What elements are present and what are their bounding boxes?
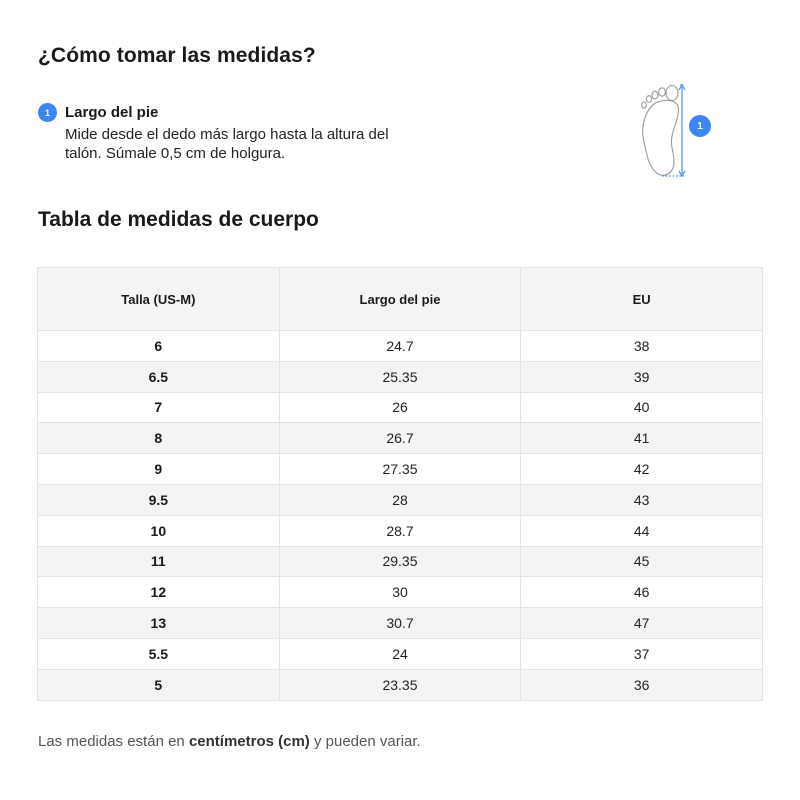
step-title: Largo del pie — [65, 104, 159, 121]
size-us-cell: 6 — [38, 331, 280, 362]
table-row — [38, 484, 763, 515]
footnote-suffix: y pueden variar. — [309, 733, 421, 750]
foot-length-cell: 23.35 — [279, 669, 521, 700]
table-row — [38, 546, 763, 577]
table-row — [38, 638, 763, 669]
foot-length-cell: 25.35 — [279, 361, 521, 392]
foot-length-cell: 29.35 — [279, 546, 521, 577]
size-table — [37, 267, 763, 701]
table-row — [38, 423, 763, 454]
step-description: Mide desde el dedo más largo hasta la altura del talón. Súmale 0,5 cm de holgura. — [65, 126, 389, 162]
table-title: Tabla de medidas de cuerpo — [38, 208, 319, 231]
table-row — [38, 515, 763, 546]
footnote-unit: centímetros (cm) — [188, 733, 310, 750]
eu-cell: 42 — [521, 454, 763, 485]
foot-length-cell: 26.7 — [279, 423, 521, 454]
foot-length-cell: 28.7 — [279, 515, 521, 546]
table-row — [38, 361, 763, 392]
foot-length-cell: 30.7 — [279, 608, 521, 639]
size-us-cell: 6.5 — [38, 361, 280, 392]
size-us-cell: 13 — [38, 608, 280, 639]
table-row — [38, 454, 763, 485]
header-eu: EU — [521, 268, 763, 331]
header-foot-length: Largo del pie — [279, 268, 521, 331]
eu-cell: 45 — [521, 546, 763, 577]
foot-length-cell: 24 — [279, 638, 521, 669]
foot-length-cell: 26 — [279, 392, 521, 423]
size-us-cell: 9.5 — [38, 484, 280, 515]
guide-title: ¿Cómo tomar las medidas? — [38, 44, 316, 67]
size-us-cell: 5 — [38, 669, 280, 700]
foot-length-cell: 28 — [279, 484, 521, 515]
table-row — [38, 669, 763, 700]
eu-cell: 47 — [521, 608, 763, 639]
eu-cell: 46 — [521, 577, 763, 608]
header-size-us: Talla (US-M) — [38, 268, 280, 331]
eu-cell: 39 — [521, 361, 763, 392]
size-us-cell: 12 — [38, 577, 280, 608]
eu-cell: 37 — [521, 638, 763, 669]
table-header-row — [38, 268, 763, 331]
size-us-cell: 9 — [38, 454, 280, 485]
eu-cell: 38 — [521, 331, 763, 362]
eu-cell: 36 — [521, 669, 763, 700]
size-us-cell: 8 — [38, 423, 280, 454]
units-footnote — [38, 733, 421, 750]
table-row — [38, 608, 763, 639]
size-us-cell: 11 — [38, 546, 280, 577]
size-us-cell: 7 — [38, 392, 280, 423]
size-us-cell: 10 — [38, 515, 280, 546]
step-number-badge: 1 — [38, 103, 57, 122]
eu-cell: 40 — [521, 392, 763, 423]
size-us-cell: 5.5 — [38, 638, 280, 669]
foot-length-cell: 24.7 — [279, 331, 521, 362]
eu-cell: 43 — [521, 484, 763, 515]
foot-length-cell: 30 — [279, 577, 521, 608]
foot-length-cell: 27.35 — [279, 454, 521, 485]
eu-cell: 41 — [521, 423, 763, 454]
footnote-prefix: Las medidas están en — [38, 733, 189, 750]
eu-cell: 44 — [521, 515, 763, 546]
table-row — [38, 331, 763, 362]
table-row — [38, 577, 763, 608]
illustration-badge: 1 — [689, 115, 711, 137]
table-row — [38, 392, 763, 423]
